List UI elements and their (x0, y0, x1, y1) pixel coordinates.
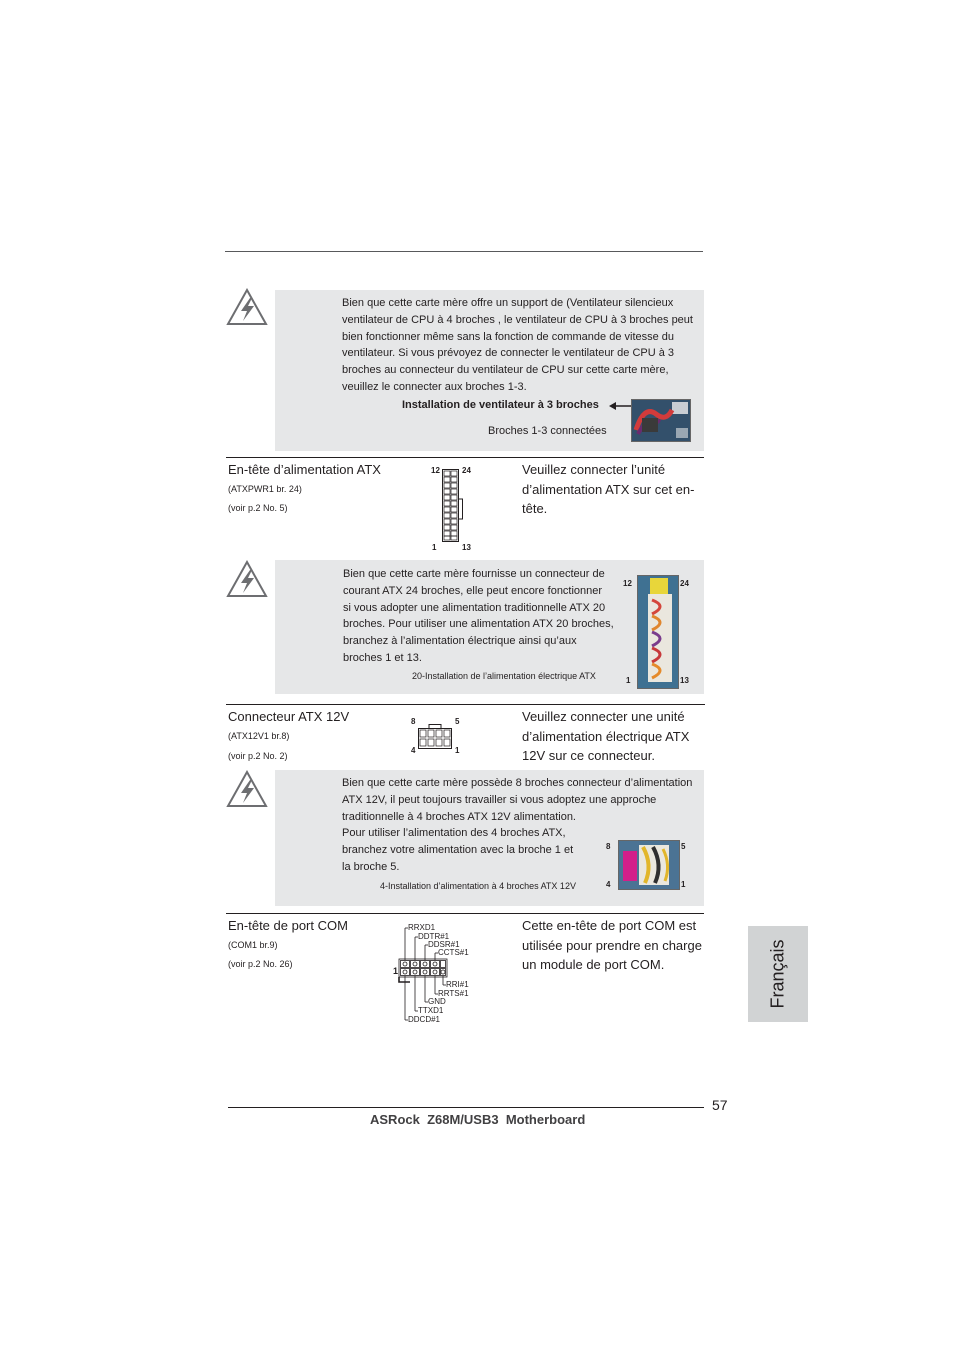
note-line: veuillez le connecter aux broches 1-3. (342, 380, 527, 393)
desc-line: 12V sur ce connecteur. (522, 748, 655, 763)
page-number: 57 (712, 1097, 728, 1113)
atx-24pin-diagram (442, 469, 464, 543)
desc-line: tête. (522, 501, 548, 516)
com-pinout-diagram (392, 922, 482, 1024)
arrow-left-icon (609, 401, 631, 411)
warning-icon (226, 560, 268, 598)
atx12v-note-caption: 4-Installation d’alimentation à 4 broches ATX 12V (380, 881, 576, 891)
com-signal-label: RRI#1 (446, 980, 469, 989)
pin-label: 12 (431, 466, 440, 475)
note-line: ATX 12V, il peut toujours travailler si vous adoptez une approche (342, 793, 657, 806)
fan-install-label: Installation de ventilateur à 3 broches (402, 399, 599, 411)
pin-label: 8 (411, 717, 416, 726)
warning-icon (226, 770, 268, 808)
atx-20pin-photo (637, 575, 679, 689)
language-tab (748, 926, 808, 1022)
fan-connector-photo (631, 399, 691, 442)
com-signal-label: RRTS#1 (438, 989, 469, 998)
note-line: courant ATX 24 broches, elle peut encore fonctionner (343, 584, 603, 597)
com-signal-label: TTXD1 (418, 1006, 444, 1015)
atx-description (522, 460, 707, 519)
desc-line: Cette en-tête de port COM est (522, 918, 697, 933)
pin-label: 12 (623, 579, 632, 588)
pin-label: 1 (455, 746, 460, 755)
desc-line: Veuillez connecter l’unité (522, 462, 666, 477)
pin-label: 4 (411, 746, 416, 755)
pin-label: 5 (455, 717, 460, 726)
atx12v-title: Connecteur ATX 12V (228, 709, 350, 724)
note-line: broches au connecteur du ventilateur de CPU sur cette carte mère, (342, 364, 669, 377)
note-line: Pour utiliser l’alimentation des 4 broches ATX, (342, 827, 566, 840)
atx12v-see: (voir p.2 No. 2) (228, 751, 288, 761)
atx-title: En-tête d’alimentation ATX (228, 462, 381, 477)
note-line: branchez à l’alimentation électrique ainsi qu’aux (343, 635, 577, 648)
fan-pins-label: Broches 1-3 connectées (488, 425, 607, 437)
com-signal-label: GND (428, 997, 446, 1006)
com-signal-label: RRXD1 (408, 923, 436, 932)
desc-line: utilisée pour prendre en charge (522, 937, 702, 953)
pin-label: 5 (681, 842, 686, 851)
atx12v-4pin-photo (618, 840, 680, 890)
pin-label: 1 (432, 543, 437, 552)
pin-label: 13 (462, 543, 471, 552)
note-line: Bien que cette carte mère offre un support de (Ventilateur silencieux (342, 297, 674, 309)
pin-label: 8 (606, 842, 611, 851)
com-description (522, 916, 707, 975)
com-pin1-label: 1 (393, 966, 399, 976)
desc-line: d’alimentation électrique ATX (522, 728, 690, 744)
note-line: broches 1 et 13. (343, 651, 422, 664)
atx-see: (voir p.2 No. 5) (228, 503, 288, 513)
warning-icon (226, 288, 268, 326)
note-line: ventilateur. Si vous prévoyez de connecter le ventilateur de CPU à 3 (342, 347, 675, 360)
note-line: ventilateur de CPU à 4 broches , le ventilateur de CPU à 3 broches peut (342, 313, 693, 326)
pin-label: 4 (606, 880, 611, 889)
atx-note-text (343, 566, 623, 667)
atx-rule (226, 457, 704, 458)
desc-line: un module de port COM. (522, 957, 665, 972)
note-line: Bien que cette carte mère possède 8 broches connecteur d’alimentation (342, 777, 693, 789)
atx-ref: (ATXPWR1 br. 24) (228, 484, 302, 494)
pin-label: 1 (681, 880, 686, 889)
com-see: (voir p.2 No. 26) (228, 959, 293, 969)
pin-label: 24 (462, 466, 471, 475)
atx12v-description (522, 707, 707, 766)
atx12v-8pin-diagram (418, 724, 452, 749)
atx-note-caption: 20-Installation de l’alimentation électrique ATX (412, 671, 596, 681)
note-line: la broche 5. (342, 860, 400, 873)
pin-label: 1 (626, 676, 631, 685)
atx12v-rule (226, 704, 705, 705)
pin-label: 13 (680, 676, 689, 685)
com-signal-label: DDTR#1 (418, 932, 450, 941)
com-ref: (COM1 br.9) (228, 940, 278, 950)
desc-line: d’alimentation ATX sur cet en- (522, 481, 695, 497)
atx12v-ref: (ATX12V1 br.8) (228, 731, 290, 741)
note-line: Bien que cette carte mère fournisse un connecteur de (343, 568, 605, 580)
com-title: En-tête de port COM (228, 918, 348, 933)
desc-line: Veuillez connecter une unité (522, 709, 685, 724)
footer-rule (228, 1107, 704, 1108)
top-rule (225, 251, 703, 252)
com-signal-label: DDSR#1 (428, 940, 460, 949)
note-line: branchez votre alimentation avec la broche 1 et (342, 844, 574, 857)
language-tab-label: Français (767, 939, 788, 1009)
note-line: si vous adopter une alimentation traditionnelle ATX 20 (343, 601, 606, 614)
note-line: broches. Pour utiliser une alimentation ATX 20 broches, (343, 618, 614, 631)
note-line: bien fonctionner même sans la fonction de commande de vitesse du (342, 330, 675, 343)
footer-title: ASRock Z68M/USB3 Motherboard (370, 1112, 586, 1127)
pin-label: 24 (680, 579, 689, 588)
com-signal-label: CCTS#1 (438, 948, 469, 957)
com-rule (226, 913, 704, 914)
note-line: traditionnelle à 4 broches ATX 12V alimentation. (342, 810, 576, 823)
fan-note-text (342, 295, 704, 396)
com-signal-label: DDCD#1 (408, 1015, 441, 1024)
